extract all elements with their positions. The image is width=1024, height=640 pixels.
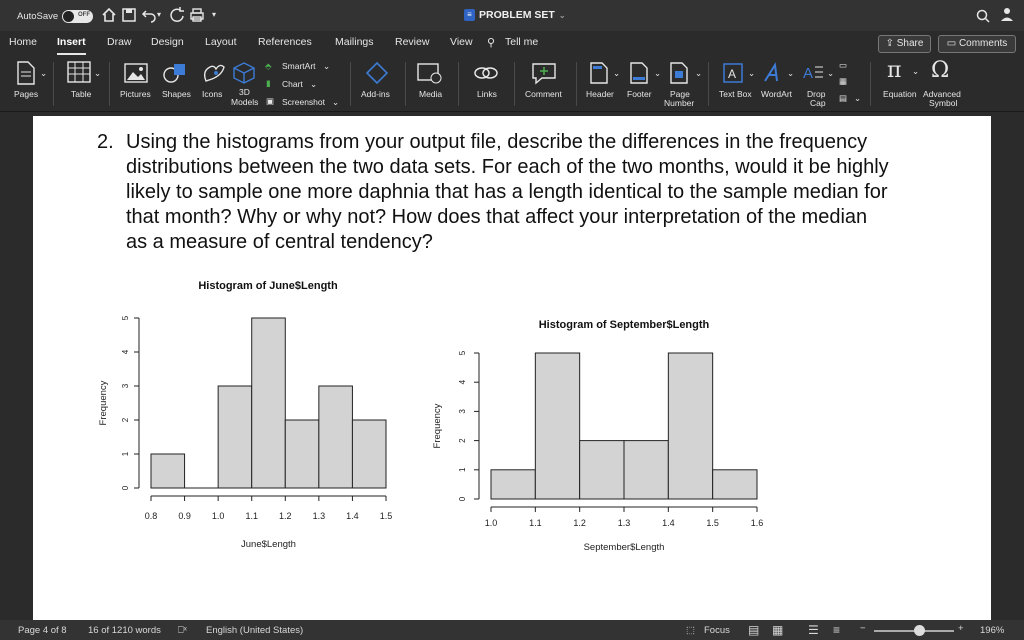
question-paragraph[interactable] <box>97 130 967 255</box>
wordart-label: WordArt <box>761 89 793 99</box>
y-tick-label: 1 <box>121 451 130 457</box>
tab-draw[interactable]: Draw <box>107 36 132 48</box>
tab-design[interactable]: Design <box>151 36 184 48</box>
tab-layout[interactable]: Layout <box>205 36 237 48</box>
page-number-icon <box>668 61 690 85</box>
autosave-label: AutoSave <box>17 11 59 22</box>
ribbon-divider <box>458 62 459 106</box>
tab-references[interactable]: References <box>258 36 312 48</box>
question-line: Using the histograms from your output file, describe the differences in the frequency <box>126 131 868 153</box>
web-layout-icon[interactable]: ▦ <box>772 623 784 637</box>
share-button[interactable] <box>878 35 931 53</box>
smartart-dropdown-icon[interactable]: ⌄ <box>323 61 331 71</box>
object-dropdown-icon[interactable]: ⌄ <box>854 93 862 103</box>
new-comment-button[interactable] <box>528 61 560 85</box>
zoom-in-icon[interactable]: + <box>958 623 964 634</box>
x-tick-label: 1.1 <box>529 518 542 528</box>
svg-text:A: A <box>803 65 814 82</box>
cap-label: Cap <box>810 98 826 108</box>
pages-button[interactable] <box>8 60 44 86</box>
y-tick-label: 2 <box>121 417 130 423</box>
links-button[interactable] <box>468 61 504 85</box>
y-tick-label: 0 <box>121 485 130 491</box>
outline-view-icon[interactable]: ☰ <box>808 623 819 637</box>
save-icon[interactable] <box>121 7 137 23</box>
chart-icon: ▮ <box>266 78 271 88</box>
x-tick-label: 1.2 <box>573 518 586 528</box>
question-line: that month? Why or why not? How does that affect your interpretation of the median <box>126 206 868 228</box>
y-tick-label: 5 <box>121 315 130 321</box>
x-tick-label: 1.6 <box>750 518 764 528</box>
table-label: Table <box>71 89 92 99</box>
proofing-icon[interactable]: ⎕ˣ <box>178 625 187 636</box>
smartart-button[interactable]: SmartArt <box>282 61 316 71</box>
text-box-dropdown-icon[interactable]: ⌄ <box>748 68 756 78</box>
y-tick-label: 3 <box>121 383 130 389</box>
drop-cap-button[interactable] <box>800 61 826 85</box>
object-icon[interactable]: ▤ <box>839 93 848 103</box>
menu-bar <box>0 31 1024 56</box>
status-bar <box>0 620 1024 640</box>
tab-view[interactable]: View <box>450 36 473 48</box>
text-box-label: Text Box <box>719 89 752 99</box>
language-status[interactable]: English (United States) <box>206 625 304 636</box>
title-bar <box>0 0 1024 31</box>
date-time-icon[interactable]: ▦ <box>839 76 848 86</box>
x-axis-label: June$Length <box>241 539 296 550</box>
y-tick-label: 2 <box>458 438 467 443</box>
ribbon-divider <box>109 62 110 106</box>
print-icon[interactable] <box>189 7 205 23</box>
x-tick-label: 1.3 <box>312 511 326 521</box>
account-icon[interactable] <box>999 6 1015 22</box>
shapes-label: Shapes <box>162 89 191 99</box>
x-tick-label: 1.3 <box>617 518 631 528</box>
addins-icon <box>363 61 391 85</box>
share-label: Share <box>896 38 924 49</box>
screenshot-button[interactable]: Screenshot <box>282 97 325 107</box>
toggle-knob <box>63 11 74 22</box>
drop-cap-dropdown-icon[interactable]: ⌄ <box>827 68 835 78</box>
undo-icon[interactable] <box>141 7 157 23</box>
y-tick-label: 5 <box>458 350 467 356</box>
footer-button[interactable] <box>626 61 652 85</box>
tab-review[interactable]: Review <box>395 36 430 48</box>
page-count-status[interactable]: Page 4 of 8 <box>18 625 67 636</box>
comments-label: Comments <box>958 38 1008 49</box>
number-label: Number <box>664 98 695 108</box>
redo-icon[interactable] <box>169 7 185 23</box>
y-tick-label: 0 <box>458 496 467 502</box>
page-number-button[interactable] <box>666 61 692 85</box>
comments-button[interactable] <box>938 35 1016 53</box>
document-title-text: PROBLEM SET <box>479 9 555 21</box>
shapes-button[interactable] <box>160 61 190 85</box>
undo-dropdown-icon[interactable]: ▾ <box>157 10 162 19</box>
question-line: likely to sample one more daphnia that has a length identical to the sample median for <box>126 181 888 203</box>
page-label: Page <box>670 89 690 99</box>
chart-button[interactable]: Chart <box>282 79 303 89</box>
pages-icon <box>14 60 38 86</box>
x-tick-label: 0.8 <box>144 511 158 521</box>
table-dropdown-icon[interactable]: ⌄ <box>94 68 102 78</box>
question-line: distributions between the two data sets. For each of the two months, would it be highly <box>126 156 889 178</box>
x-tick-label: 1.0 <box>484 518 498 528</box>
header-label: Header <box>586 89 614 99</box>
x-axis-label: September$Length <box>583 542 665 553</box>
advanced-label: Advanced <box>923 89 961 99</box>
draft-view-icon[interactable]: ≡ <box>833 623 841 637</box>
picture-icon <box>123 62 149 84</box>
ribbon-divider <box>870 62 871 106</box>
drop-label: Drop <box>807 89 826 99</box>
text-box-button[interactable] <box>720 61 746 85</box>
screenshot-icon: ▣ <box>266 96 275 106</box>
ribbon-divider <box>514 62 515 106</box>
tab-home[interactable]: Home <box>9 36 38 48</box>
3d-label: 3D <box>239 87 250 97</box>
equation-icon[interactable]: π <box>887 58 902 83</box>
chart-title: Histogram of September$Length <box>538 319 710 331</box>
header-icon <box>588 61 610 85</box>
zoom-out-icon[interactable]: − <box>860 623 866 634</box>
y-tick-label: 1 <box>458 467 467 473</box>
wordart-icon <box>761 61 785 85</box>
ribbon-divider <box>576 62 577 106</box>
icons-button[interactable] <box>200 61 226 85</box>
focus-label[interactable]: Focus <box>704 625 730 636</box>
drop-cap-icon <box>801 61 825 85</box>
page-number-dropdown-icon[interactable]: ⌄ <box>695 68 703 78</box>
comment-icon <box>530 61 558 85</box>
table-button[interactable] <box>62 60 96 84</box>
autosave-state: OFF <box>78 12 90 18</box>
x-tick-label: 1.5 <box>379 511 393 521</box>
customize-toolbar-icon[interactable]: ▾ <box>212 10 217 19</box>
wordart-dropdown-icon[interactable]: ⌄ <box>787 68 795 78</box>
home-icon[interactable] <box>101 7 117 23</box>
y-tick-label: 4 <box>458 379 467 385</box>
x-tick-label: 1.2 <box>279 511 292 521</box>
addins-button[interactable] <box>360 61 394 85</box>
x-tick-label: 1.4 <box>662 518 675 528</box>
media-icon <box>416 61 444 85</box>
x-tick-label: 1.5 <box>706 518 719 528</box>
y-axis-label: Frequency <box>432 403 443 449</box>
shapes-icon <box>162 61 188 85</box>
icons-insert-icon <box>200 61 226 85</box>
y-tick-label: 4 <box>121 349 130 355</box>
pages-dropdown-icon[interactable]: ⌄ <box>40 68 48 78</box>
pages-label: Pages <box>14 89 39 99</box>
ribbon-divider <box>350 62 351 106</box>
smartart-icon: ⬘ <box>265 61 272 71</box>
tab-mailings[interactable]: Mailings <box>335 36 374 48</box>
x-tick-label: 0.9 <box>178 511 191 521</box>
footer-dropdown-icon[interactable]: ⌄ <box>654 68 662 78</box>
tell-me-field[interactable]: Tell me <box>505 36 539 48</box>
header-button[interactable] <box>586 61 612 85</box>
search-icon[interactable] <box>975 8 991 24</box>
x-tick-label: 1.1 <box>245 511 258 521</box>
document-title <box>464 9 566 21</box>
links-label: Links <box>477 89 497 99</box>
x-tick-label: 1.0 <box>211 511 225 521</box>
signature-line-icon[interactable]: ▭ <box>839 60 848 70</box>
text-box-icon <box>721 61 745 85</box>
omega-symbol-icon[interactable]: Ω <box>931 58 950 83</box>
question-number: 2. <box>97 131 114 153</box>
icons-label: Icons <box>202 89 223 99</box>
ribbon-insert <box>0 56 1024 112</box>
screenshot-dropdown-icon[interactable]: ⌄ <box>332 97 340 107</box>
comment-label: Comment <box>525 89 562 99</box>
header-dropdown-icon[interactable]: ⌄ <box>613 68 621 78</box>
equation-label: Equation <box>883 89 917 99</box>
ribbon-divider <box>708 62 709 106</box>
chart-dropdown-icon[interactable]: ⌄ <box>310 79 318 89</box>
symbol-label: Symbol <box>929 98 958 108</box>
media-label: Media <box>419 89 443 99</box>
word-document-icon: ≡ <box>464 9 475 21</box>
comment-bubble-icon: ▭ <box>946 38 959 49</box>
share-icon: ⇪ <box>885 38 897 49</box>
footer-label: Footer <box>627 89 652 99</box>
cube-icon <box>231 61 257 85</box>
pictures-label: Pictures <box>120 89 151 99</box>
zoom-level[interactable]: 196% <box>980 625 1005 636</box>
tab-insert[interactable]: Insert <box>57 36 86 48</box>
table-icon <box>66 60 92 84</box>
autosave-toggle[interactable] <box>62 10 93 23</box>
lightbulb-icon: ⚲ <box>487 37 496 49</box>
ribbon-divider <box>53 62 54 106</box>
equation-dropdown-icon[interactable]: ⌄ <box>912 66 920 76</box>
media-button[interactable] <box>414 61 446 85</box>
focus-icon[interactable]: ⬚ <box>686 625 695 636</box>
addins-label: Add-ins <box>361 89 390 99</box>
zoom-slider-thumb[interactable] <box>914 625 925 636</box>
svg-text:A: A <box>728 67 737 81</box>
y-axis-label: Frequency <box>98 380 109 426</box>
wordart-button[interactable] <box>760 61 786 85</box>
link-icon <box>472 61 500 85</box>
chart-title: Histogram of June$Length <box>198 280 338 292</box>
ribbon-divider <box>405 62 406 106</box>
word-count-status[interactable]: 16 of 1210 words <box>88 625 161 636</box>
title-dropdown-icon[interactable]: ⌄ <box>558 10 566 20</box>
print-layout-icon[interactable]: ▤ <box>748 623 760 637</box>
footer-icon <box>628 61 650 85</box>
models-label: Models <box>231 97 259 107</box>
3d-models-button[interactable] <box>231 61 257 85</box>
pictures-button[interactable] <box>120 62 152 84</box>
y-tick-label: 3 <box>458 409 467 414</box>
question-line: as a measure of central tendency? <box>126 231 433 253</box>
x-tick-label: 1.4 <box>346 511 359 521</box>
